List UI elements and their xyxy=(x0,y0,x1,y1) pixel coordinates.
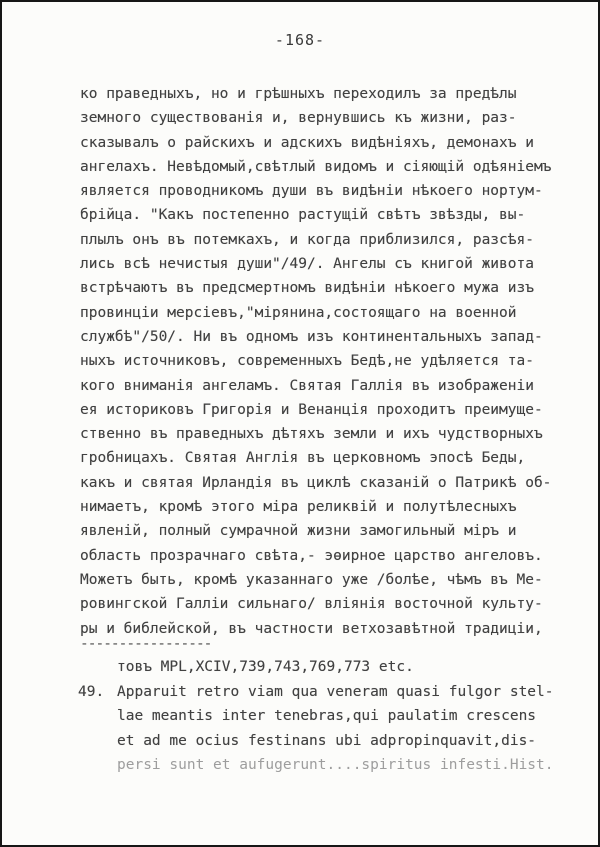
footnote-line: Apparuit retro viam qua veneram quasi fulgor stel- xyxy=(117,683,554,700)
text-line: сказывалъ о райскихъ и адскихъ видѣніяхъ, демонахъ и xyxy=(80,134,534,151)
footnote-line: товъ MPL,XCIV,739,743,769,773 etc. xyxy=(117,659,414,675)
text-line: явленій, полный сумрачной жизни замогильный міръ и xyxy=(80,523,517,540)
text-line: встрѣчаютъ въ предсмертномъ видѣніи нѣкоего мужа изъ xyxy=(80,280,534,297)
footnote-continuation xyxy=(78,655,548,680)
footnote-line: et ad me ocius festinans ubi adpropinquavit,dis- xyxy=(117,732,537,749)
text-line: нимаетъ, кромѣ этого міра реликвій и полутѣлесныхъ xyxy=(80,499,517,516)
text-line: ры и библейской, въ частности ветхозавѣтной традиціи, xyxy=(80,620,543,637)
footnotes-section xyxy=(78,655,554,778)
footnote-marker: 49. xyxy=(78,683,105,700)
text-line: кого вниманія ангеламъ. Святая Галлія въ изображеніи xyxy=(80,377,534,394)
text-line: является проводникомъ души въ видѣніи нѣкоего нортум- xyxy=(80,183,543,200)
text-line: брійца. "Какъ постепенно растущій свѣтъ звѣзды, вы- xyxy=(80,207,526,224)
text-line: земного существованія и, вернувшись къ жизни, раз- xyxy=(80,110,517,127)
footnote-lines xyxy=(117,655,548,680)
text-line: лись всѣ нечистыя души"/49/. Ангелы съ книгой живота xyxy=(80,256,534,273)
text-line: ныхъ источниковъ, современныхъ Бедѣ,не удѣляется та- xyxy=(80,353,534,370)
text-line: плылъ онъ въ потемкахъ, и когда приблизился, разсѣя- xyxy=(80,231,534,248)
body-paragraph xyxy=(80,82,552,641)
footnote-line: persi sunt et aufugerunt....spiritus infesti.Hist. xyxy=(117,757,554,774)
text-line: какъ и святая Ирландія въ циклѣ сказаній о Патрикѣ об- xyxy=(80,474,552,491)
text-line: область прозрачнаго свѣта,- эѳирное царство ангеловъ. xyxy=(80,547,543,564)
footnote-49 xyxy=(78,680,554,778)
page-number: -168- xyxy=(274,31,326,49)
footnote-lines xyxy=(117,680,554,778)
footnote-separator: ----------------- xyxy=(80,636,212,652)
text-line: гробницахъ. Святая Англія въ церковномъ эпосѣ Беды, xyxy=(80,450,526,467)
text-line: ея историковъ Григорія и Венанція проходитъ преимуще- xyxy=(80,401,543,418)
text-line: ровингской Галліи сильнаго/ вліянія восточной культу- xyxy=(80,596,543,613)
text-line: службѣ"/50/. Ни въ одномъ изъ континентальныхъ запад- xyxy=(80,328,543,345)
text-line: ственно въ праведныхъ дѣтяхъ земли и ихъ чудстворныхъ xyxy=(80,426,543,443)
text-line: ко праведныхъ, но и грѣшныхъ переходилъ за предѣлы xyxy=(80,86,517,102)
text-line: ангелахъ. Невѣдомый,свѣтлый видомъ и сіяющій одѣяніемъ xyxy=(80,158,552,175)
text-line: провинціи мерсіевъ,"мірянина,состоящаго на военной xyxy=(80,304,517,321)
text-line: Можетъ быть, кромѣ указаннаго уже /болѣе, чѣмъ въ Ме- xyxy=(80,571,543,588)
footnote-line: lae meantis inter tenebras,qui paulatim crescens xyxy=(117,708,537,725)
